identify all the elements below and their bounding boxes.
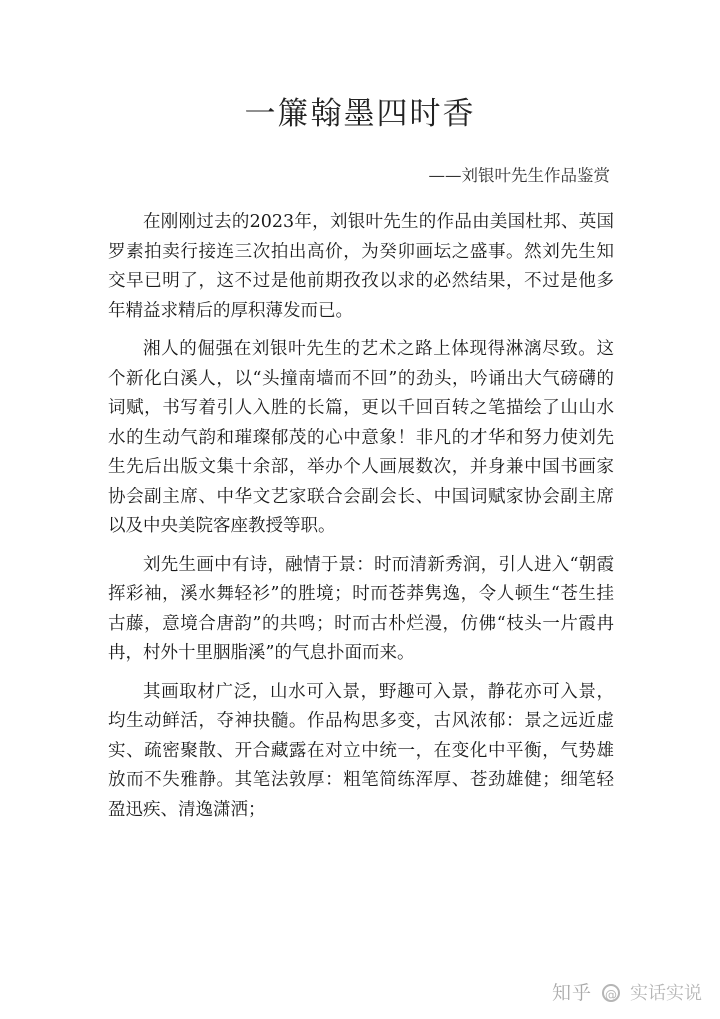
paragraph-2: 湘人的倔强在刘银叶先生的艺术之路上体现得淋漓尽致。这个新化白溪人，以“头撞南墙而不回”的劲头，吟诵出大气磅礴的词赋，书写着引人入胜的长篇，更以千回百转之笔描绘了山山水水的生动气韵和璀璨郁茂的心中意象！非凡的才华和努力使刘先生先后出版文集十余部，举办个人画展数次，并身兼中国书画家协会副主席、中华文艺家联合会副会长、中国词赋家协会副主席以及中央美院客座教授等职。	[108, 339, 614, 536]
article-body	[108, 208, 614, 834]
paragraph-3: 刘先生画中有诗，融情于景：时而清新秀润，引人进入“朝霞挥彩袖，溪水舞轻衫”的胜境；时而苍莽隽逸，令人顿生“苍生挂古藤，意境合唐韵”的共鸣；时而古朴烂漫，仿佛“枝头一片霞冉冉，村外十里胭脂溪”的气息扑面而来。	[108, 554, 614, 663]
article-title: 一簾翰墨四时香	[244, 96, 476, 132]
paragraph-4: 其画取材广泛，山水可入景，野趣可入景，静花亦可入景，均生动鲜活，夺神抉髓。作品构思多变，古风浓郁：景之远近虚实、疏密聚散、开合藏露在对立中统一，在变化中平衡，气势雄放而不失雅静。其笔法敦厚：粗笔简练浑厚、苍劲雄健；细笔轻盈迅疾、清逸潇洒；	[108, 681, 614, 820]
paragraph-1: 在刚刚过去的2023年，刘银叶先生的作品由美国杜邦、英国罗素拍卖行接连三次拍出高价，为癸卯画坛之盛事。然刘先生知交早已明了，这不过是他前期孜孜以求的必然结果，不过是他多年精益求精后的厚积薄发而已。	[108, 212, 614, 321]
watermark-author: 实话实说	[630, 982, 702, 1004]
zhihu-watermark	[552, 978, 702, 1005]
at-icon: @	[602, 984, 620, 1002]
article-subtitle: ——刘银叶先生作品鉴赏	[428, 166, 610, 185]
watermark-brand: 知乎	[551, 982, 592, 1004]
